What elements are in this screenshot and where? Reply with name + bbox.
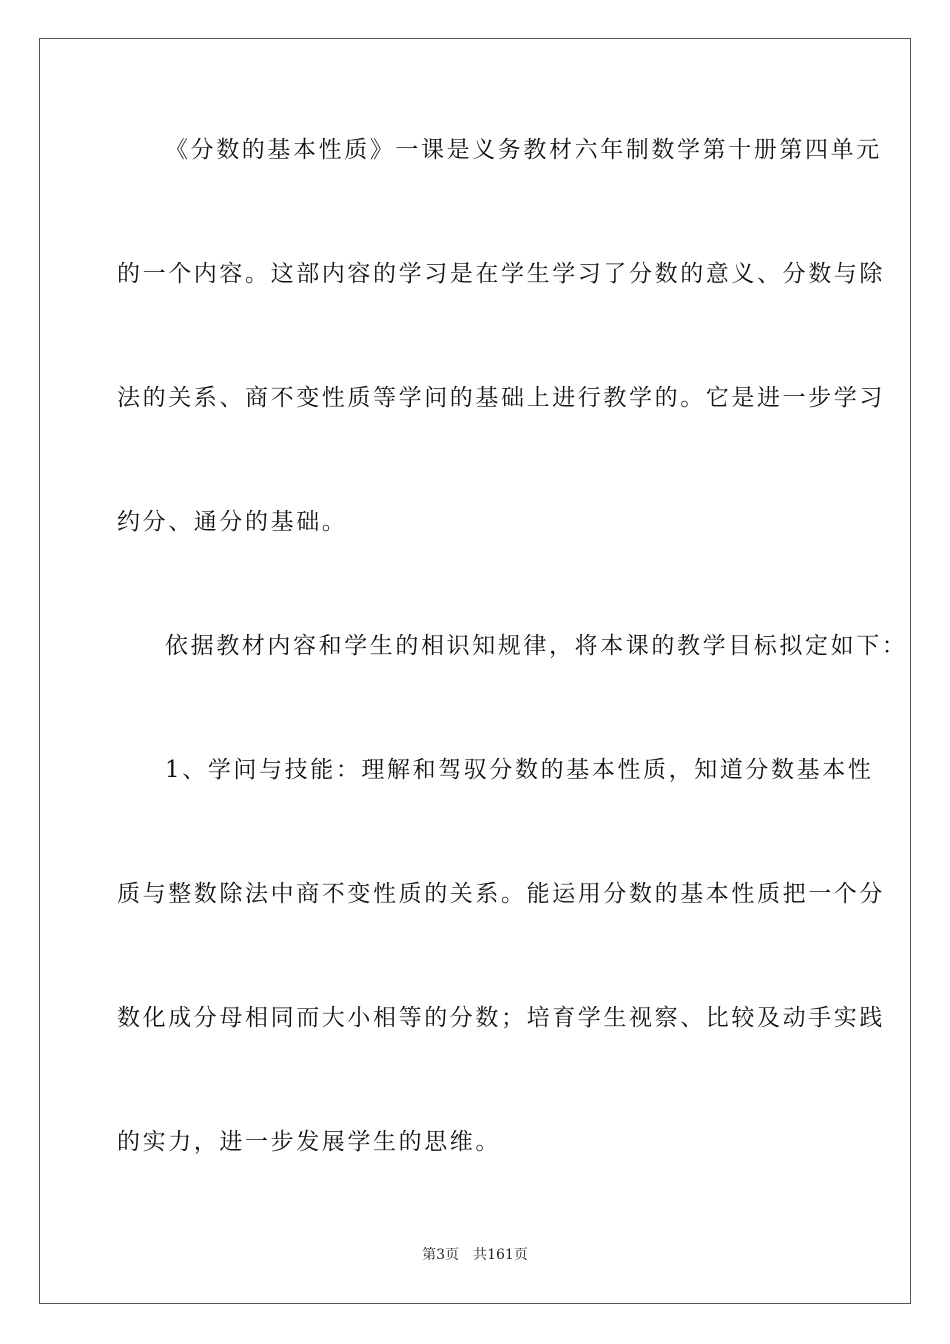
page-total: 共161页 <box>473 1247 528 1263</box>
paragraph-line-7: 质与整数除法中商不变性质的关系。能运用分数的基本性质把一个分 <box>117 881 885 907</box>
paragraph-line-2: 的一个内容。这部内容的学习是在学生学习了分数的意义、分数与除 <box>117 261 885 287</box>
page-number: 第3页 <box>422 1247 460 1263</box>
paragraph-line-1: 《分数的基本性质》一课是义务教材六年制数学第十册第四单元 <box>165 137 882 163</box>
paragraph-line-6: 1、学问与技能：理解和驾驭分数的基本性质，知道分数基本性 <box>165 757 874 783</box>
paragraph-line-8: 数化成分母相同而大小相等的分数；培育学生视察、比较及动手实践 <box>117 1005 885 1031</box>
page-frame <box>39 38 911 1304</box>
paragraph-line-4: 约分、通分的基础。 <box>117 509 348 535</box>
paragraph-line-3: 法的关系、商不变性质等学问的基础上进行教学的。它是进一步学习 <box>117 385 885 411</box>
paragraph-line-9: 的实力，进一步发展学生的思维。 <box>117 1129 501 1155</box>
page-footer <box>0 1246 950 1264</box>
paragraph-line-5: 依据教材内容和学生的相识知规律，将本课的教学目标拟定如下： <box>165 633 908 659</box>
